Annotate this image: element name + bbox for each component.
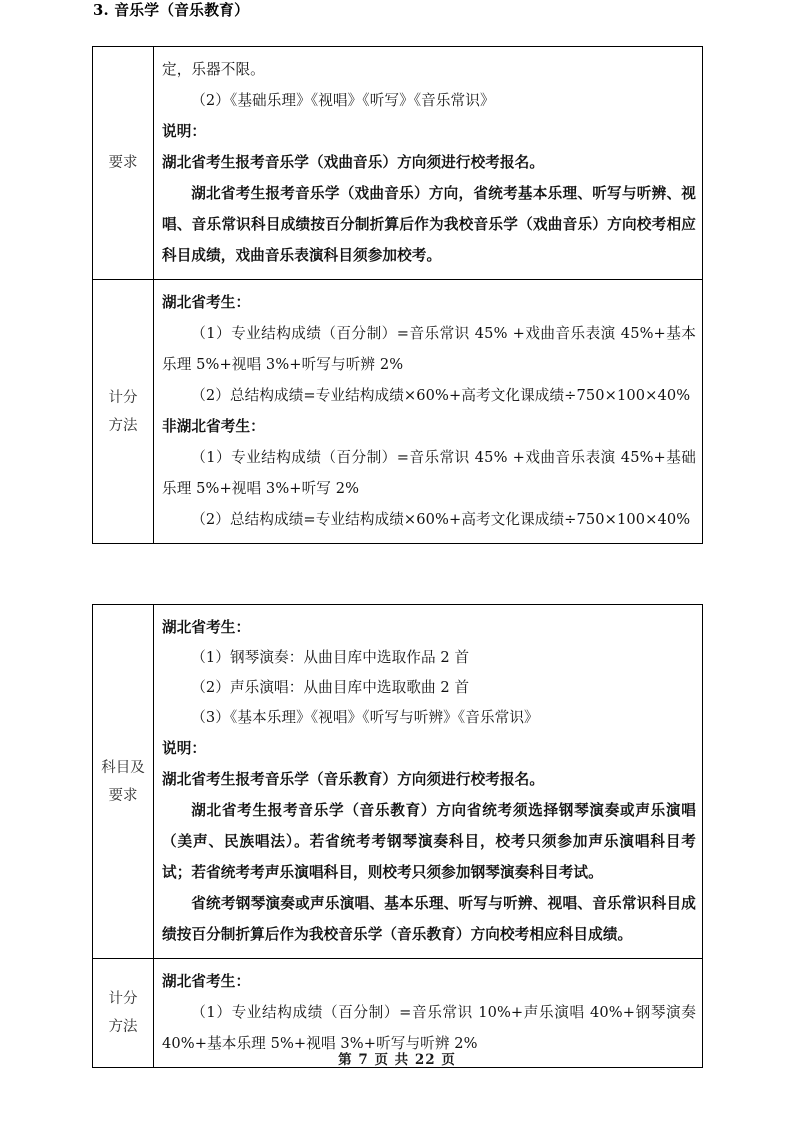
row-content-subjects-and-requirements (154, 605, 703, 959)
paragraph-note-label: 说明： (162, 123, 207, 140)
label-text: 要求 (108, 155, 138, 171)
label-text-line2: 要求 (108, 787, 138, 804)
label-text-line2: 方法 (108, 1019, 138, 1035)
table-music-education (92, 604, 703, 1068)
paragraph-note-label: 说明： (162, 740, 207, 757)
table-row (93, 605, 703, 959)
label-text-line1: 计分 (108, 991, 138, 1007)
paragraph: 定，乐器不限。 (162, 61, 265, 78)
paragraph-subheading: 湖北省考生： (162, 619, 251, 636)
section-heading-music-education: 3. 音乐学（音乐教育） (93, 2, 250, 19)
paragraph: （1）专业结构成绩（百分制）=音乐常识 45% +戏曲音乐表演 45%+基础乐理 5%+视唱 3%+听写 2% (162, 449, 696, 497)
paragraph: 湖北省考生报考音乐学（戏曲音乐）方向，省统考基本乐理、听写与听辨、视唱、音乐常识科目成绩按百分制折算后作为我校音乐学（戏曲音乐）方向校考相应科目成绩，戏曲音乐表演科目须参加校考。 (162, 185, 696, 264)
paragraph: （1）钢琴演奏：从曲目库中选取作品 2 首 (191, 649, 470, 666)
paragraph: （3）《基本乐理》《视唱》《听写与听辨》《音乐常识》 (191, 709, 539, 726)
page-footer: 第 7 页 共 22 页 (338, 1052, 456, 1068)
paragraph: 省统考钢琴演奏或声乐演唱、基本乐理、听写与听辨、视唱、音乐常识科目成绩按百分制折算后作为我校音乐学（音乐教育）方向校考相应科目成绩。 (162, 895, 696, 943)
row-label-requirements (93, 47, 154, 280)
paragraph: （1）专业结构成绩（百分制）=音乐常识 10%+声乐演唱 40%+钢琴演奏 40%+基本乐理 5%+视唱 3%+听写与听辨 2% (162, 1004, 696, 1052)
row-label-scoring-method (93, 280, 154, 544)
row-content-requirements (154, 47, 703, 280)
label-text-line2: 方法 (108, 417, 138, 434)
paragraph: （2）总结构成绩=专业结构成绩×60%+高考文化课成绩÷750×100×40% (191, 387, 691, 404)
row-label-subjects-and-requirements (93, 605, 154, 959)
paragraph: 湖北省考生报考音乐学（音乐教育）方向须进行校考报名。 (162, 771, 545, 788)
paragraph-subheading: 湖北省考生： (162, 294, 251, 311)
paragraph: （2）总结构成绩=专业结构成绩×60%+高考文化课成绩÷750×100×40% (191, 511, 691, 528)
table-row (93, 280, 703, 544)
label-text-line1: 计分 (108, 389, 138, 406)
table-music-opera (92, 46, 703, 544)
paragraph: （1）专业结构成绩（百分制）=音乐常识 45% +戏曲音乐表演 45%+基本乐理 5%+视唱 3%+听写与听辨 2% (162, 325, 696, 373)
paragraph: （2）《基础乐理》《视唱》《听写》《音乐常识》 (191, 92, 495, 109)
paragraph: 湖北省考生报考音乐学（音乐教育）方向省统考须选择钢琴演奏或声乐演唱（美声、民族唱法）。若省统考考钢琴演奏科目，校考只须参加声乐演唱科目考试；若省统考考声乐演唱科目，则校考只须参加钢琴演奏科目考试。 (162, 802, 696, 881)
label-text-line1: 科目及 (101, 759, 145, 776)
paragraph-subheading: 非湖北省考生： (162, 418, 265, 435)
paragraph: 湖北省考生报考音乐学（戏曲音乐）方向须进行校考报名。 (162, 154, 545, 171)
row-content-scoring-method (154, 280, 703, 544)
paragraph-subheading: 湖北省考生： (162, 973, 251, 990)
table-row (93, 47, 703, 280)
paragraph: （2）声乐演唱：从曲目库中选取歌曲 2 首 (191, 679, 470, 696)
